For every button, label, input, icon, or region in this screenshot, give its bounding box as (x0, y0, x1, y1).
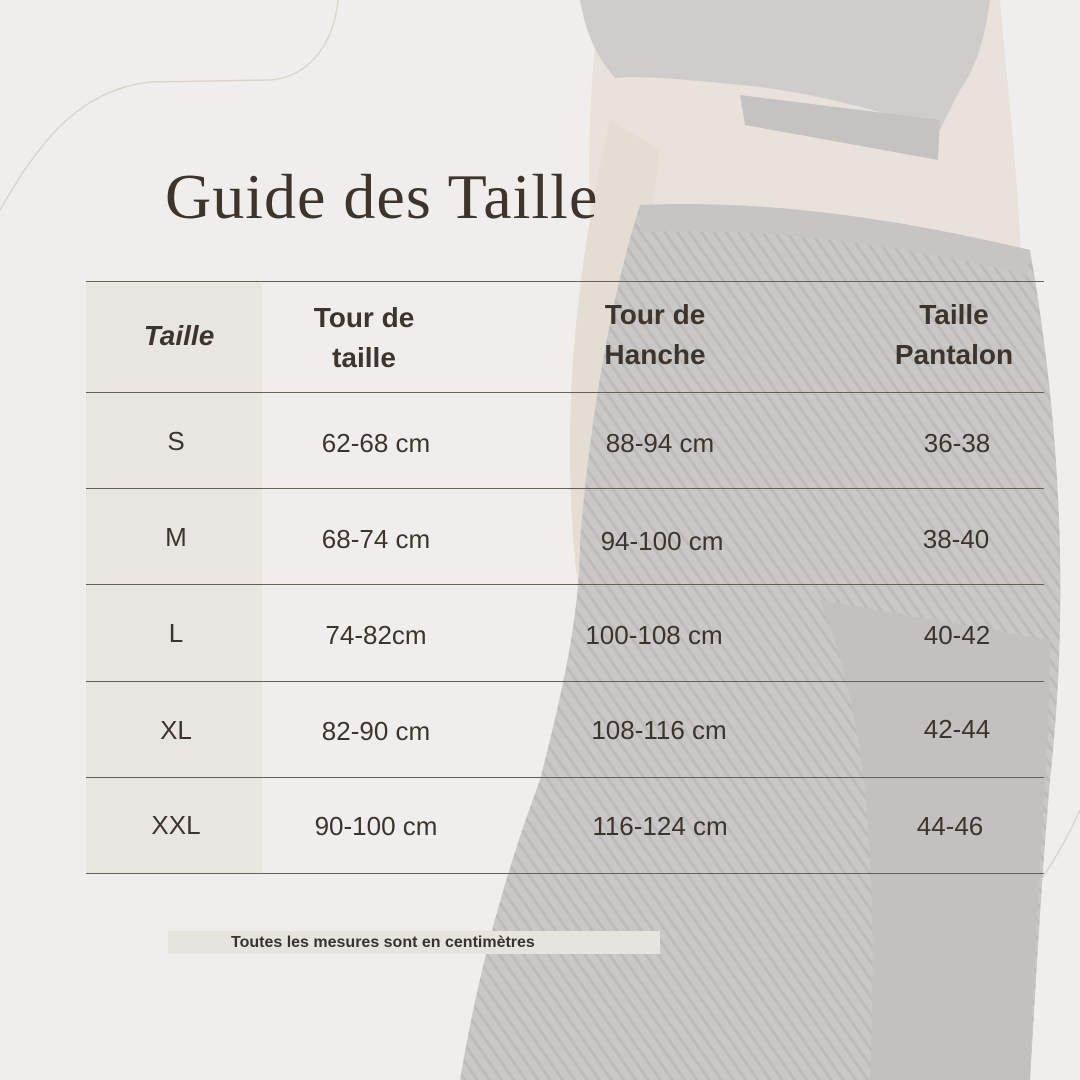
row-s-waist: 62-68 cm (321, 428, 431, 458)
row-xl-waist: 82-90 cm (321, 716, 431, 746)
row-xl-hip: 108-116 cm (591, 715, 727, 745)
size-column-background (86, 283, 262, 873)
header-pants-line1: Taille (919, 299, 989, 330)
row-s-size: S (167, 426, 185, 456)
header-waist-line1: Tour de (313, 302, 415, 333)
row-xl-pants: 42-44 (923, 714, 991, 744)
measurement-footnote: Toutes les mesures sont en centimètres (168, 931, 660, 954)
row-l-hip: 100-108 cm (585, 620, 723, 650)
row-xl-size: XL (160, 715, 192, 745)
page-title: Guide des Taille (165, 161, 599, 232)
header-hip-line1: Tour de (604, 299, 706, 330)
header-waist-line2: taille (332, 342, 396, 373)
row-l-size: L (168, 618, 184, 648)
table-rule-bottom (86, 873, 1044, 874)
table-rule-header (86, 392, 1044, 393)
row-m-waist: 68-74 cm (321, 524, 431, 554)
table-rule-row-1 (86, 488, 1044, 489)
row-s-pants: 36-38 (923, 428, 991, 458)
header-pants-line2: Pantalon (894, 339, 1014, 370)
header-size-label: Taille (143, 320, 215, 351)
table-rule-row-3 (86, 681, 1044, 682)
row-xxl-pants: 44-46 (916, 811, 984, 841)
row-m-hip: 94-100 cm (600, 526, 724, 556)
table-rule-top (86, 281, 1044, 282)
row-l-pants: 40-42 (923, 620, 991, 650)
row-s-hip: 88-94 cm (605, 428, 715, 458)
header-hip (560, 295, 750, 375)
table-rule-row-2 (86, 584, 1044, 585)
row-l-waist: 74-82cm (325, 620, 427, 650)
header-pants (866, 295, 1042, 375)
row-m-pants: 38-40 (922, 524, 990, 554)
row-xxl-hip: 116-124 cm (592, 811, 728, 841)
row-xxl-size: XXL (151, 810, 201, 840)
table-rule-row-4 (86, 777, 1044, 778)
header-hip-line2: Hanche (604, 339, 706, 370)
header-size (96, 316, 262, 356)
row-xxl-waist: 90-100 cm (314, 811, 438, 841)
header-waist (276, 298, 452, 378)
row-m-size: M (165, 522, 187, 552)
